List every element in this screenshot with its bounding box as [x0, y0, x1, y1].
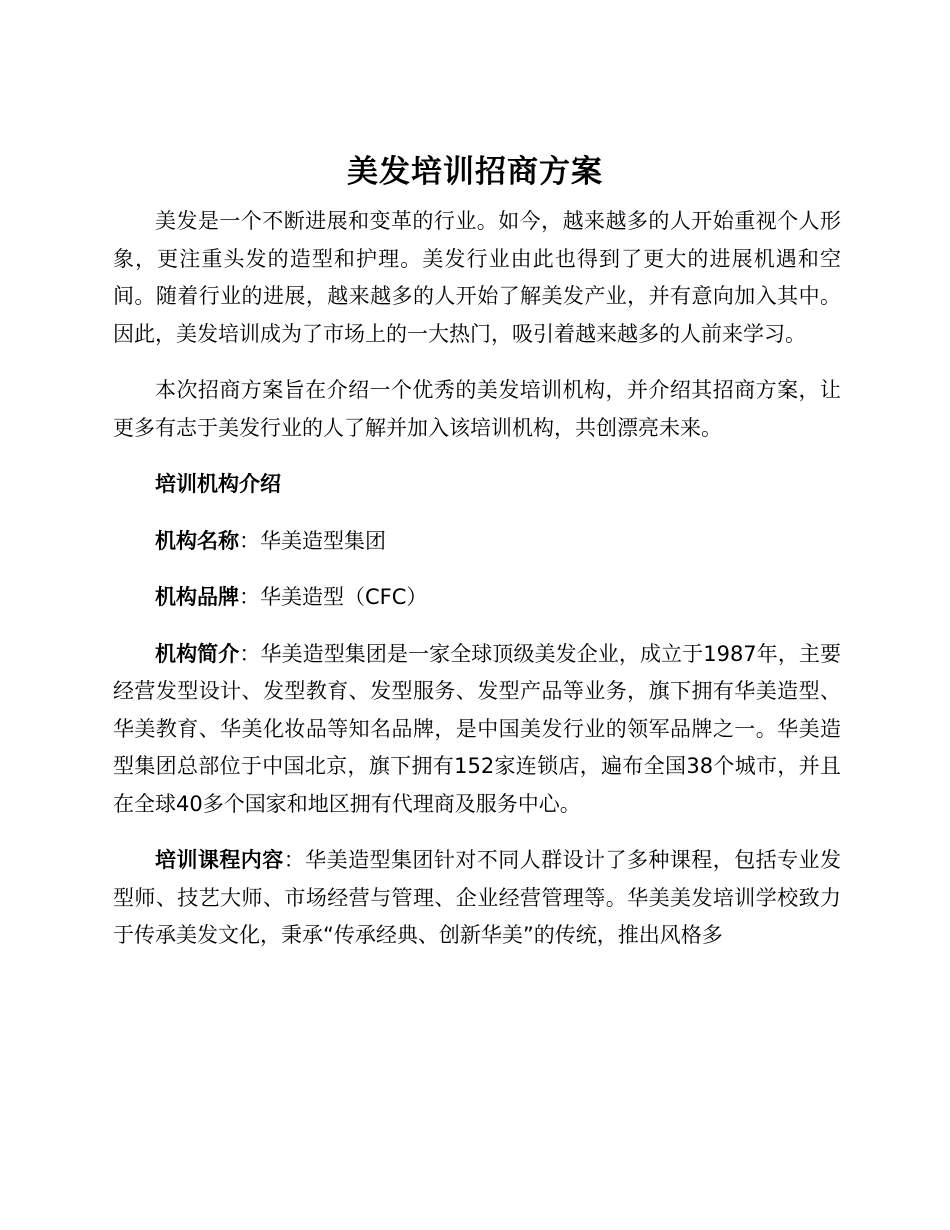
field-org-intro: [113, 636, 841, 824]
field-separator: ：: [239, 528, 260, 553]
field-separator: ：: [239, 585, 260, 609]
field-value: 华美造型集团针对不同人群设计了多种课程，包括专业发型师、技艺大师、市场经营与管理、企业经营管理等。华美美发培训学校致力于传承美发文化，秉承“传承经典、创新华美”的传统，推出风格多: [113, 848, 842, 947]
field-value: 华美造型集团: [260, 528, 386, 553]
field-value: 华美造型（CFC）: [260, 585, 428, 609]
intro-paragraph-1: 美发是一个不断进展和变革的行业。如今，越来越多的人开始重视个人形象，更注重头发的造型和护理。美发行业由此也得到了更大的进展机遇和空间。随着行业的进展，越来越多的人开始了解美发产业，并有意向加入其中。因此，美发培训成为了市场上的一大热门，吸引着越来越多的人前来学习。: [113, 209, 841, 346]
field-label: 培训课程内容: [155, 848, 284, 872]
document-body: [113, 203, 841, 974]
field-org-brand: [113, 579, 841, 617]
field-separator: ：: [283, 848, 306, 872]
intro-paragraph-2: 本次招商方案旨在介绍一个优秀的美发培训机构，并介绍其招商方案，让更多有志于美发行业的人了解并加入该培训机构，共创漂亮未来。: [113, 378, 841, 440]
field-label: 机构简介: [155, 641, 240, 666]
field-label: 机构名称: [155, 528, 239, 553]
section-heading: 培训机构介绍: [155, 472, 281, 496]
field-separator: ：: [239, 641, 261, 666]
field-value: 华美造型集团是一家全球顶级美发企业，成立于1987年，主要经营发型设计、发型教育、发型服务、发型产品等业务，旗下拥有华美造型、华美教育、华美化妆品等知名品牌，是中国美发行业的领军品牌之一。华美造型集团总部位于中国北京，旗下拥有152家连锁店，遍布全国38个城市，并且在全球40多个国家和地区拥有代理商及服务中心。: [113, 641, 842, 816]
field-org-name: [113, 523, 841, 561]
field-course-content: [113, 842, 841, 955]
document-title: 美发培训招商方案: [347, 154, 603, 190]
field-label: 机构品牌: [155, 585, 239, 609]
